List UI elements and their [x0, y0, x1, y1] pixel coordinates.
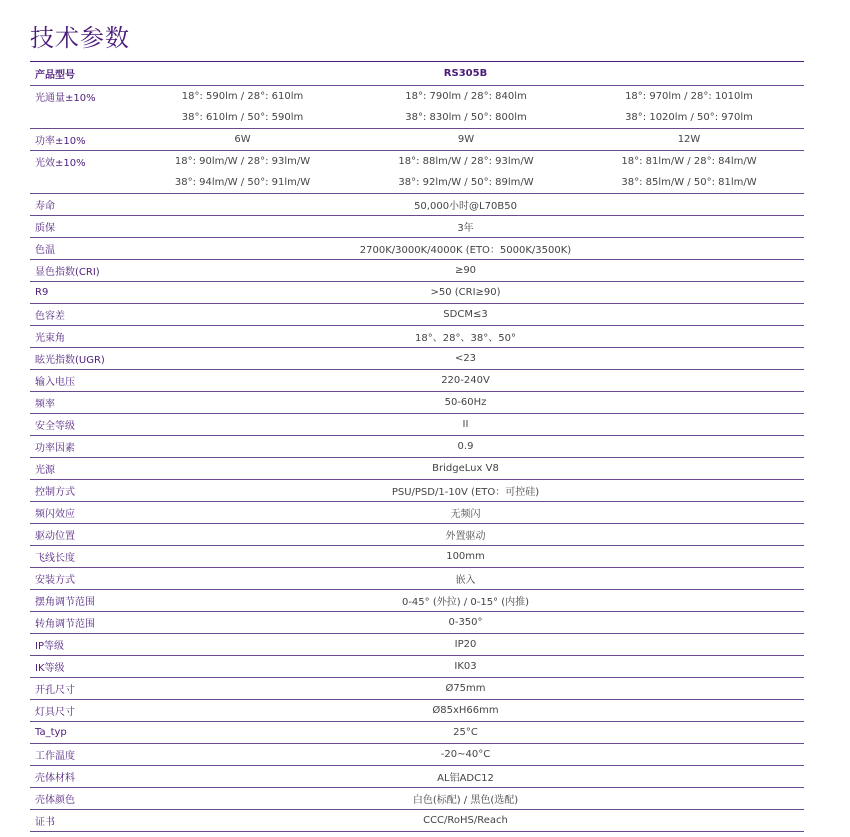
table-row	[30, 524, 804, 546]
row-value: 无频闪	[127, 502, 804, 524]
row-label: IK等级	[30, 656, 127, 678]
row-label: 显色指数(CRI)	[30, 260, 127, 282]
table-row	[30, 172, 804, 194]
row-label: 控制方式	[30, 480, 127, 502]
row-label: 光源	[30, 458, 127, 480]
table-row	[30, 282, 804, 304]
table-row	[30, 392, 804, 414]
row-label: 功率±10%	[30, 129, 127, 151]
row-value: 9W	[358, 129, 574, 151]
table-row	[30, 194, 804, 216]
row-value: 18°、28°、38°、50°	[127, 326, 804, 348]
table-row	[30, 326, 804, 348]
table-row	[30, 260, 804, 282]
header-model: RS305B	[127, 62, 804, 86]
row-value: Ø75mm	[127, 678, 804, 700]
row-value: 18°: 790lm / 28°: 840lm	[358, 86, 574, 108]
page-title: 技术参数	[30, 24, 130, 52]
table-row	[30, 216, 804, 238]
table-row	[30, 436, 804, 458]
table-row	[30, 86, 804, 108]
header-label: 产品型号	[30, 62, 127, 86]
row-value: 0-350°	[127, 612, 804, 634]
row-label: 安装方式	[30, 568, 127, 590]
row-label: 频率	[30, 392, 127, 414]
table-row	[30, 304, 804, 326]
row-value: 0-45° (外拉) / 0-15° (内推)	[127, 590, 804, 612]
row-value: IP20	[127, 634, 804, 656]
row-label: 摆角调节范围	[30, 590, 127, 612]
table-row	[30, 678, 804, 700]
row-value: AL铝ADC12	[127, 766, 804, 788]
row-value: 白色(标配) / 黑色(选配)	[127, 788, 804, 810]
row-label: 飞线长度	[30, 546, 127, 568]
row-value: 0.9	[127, 436, 804, 458]
row-value: IK03	[127, 656, 804, 678]
row-label: Ta_typ	[30, 722, 127, 744]
row-value: 100mm	[127, 546, 804, 568]
row-value: 2700K/3000K/4000K (ETO：5000K/3500K)	[127, 238, 804, 260]
row-value: -20~40°C	[127, 744, 804, 766]
table-row	[30, 480, 804, 502]
row-label: 光通量±10%	[30, 86, 127, 108]
row-value: 18°: 88lm/W / 28°: 93lm/W	[358, 151, 574, 173]
table-row	[30, 129, 804, 151]
row-value: 38°: 94lm/W / 50°: 91lm/W	[174, 177, 311, 188]
row-label: 壳体材料	[30, 766, 127, 788]
row-value: ≥90	[127, 260, 804, 282]
row-label: 输入电压	[30, 370, 127, 392]
row-value: CCC/RoHS/Reach	[127, 810, 804, 832]
table-row	[30, 612, 804, 634]
row-label: 灯具尺寸	[30, 700, 127, 722]
row-label: 转角调节范围	[30, 612, 127, 634]
row-label: 开孔尺寸	[30, 678, 127, 700]
table-row	[30, 700, 804, 722]
spec-table	[30, 61, 804, 832]
row-label: 频闪效应	[30, 502, 127, 524]
table-row	[30, 722, 804, 744]
row-value: 50,000小时@L70B50	[127, 194, 804, 216]
table-row	[30, 348, 804, 370]
row-label: 功率因素	[30, 436, 127, 458]
row-value: 18°: 590lm / 28°: 610lm	[127, 86, 358, 108]
table-row	[30, 766, 804, 788]
row-value: PSU/PSD/1-10V (ETO：可控硅)	[127, 480, 804, 502]
row-value: 3年	[127, 216, 804, 238]
row-value: 50-60Hz	[127, 392, 804, 414]
table-row	[30, 370, 804, 392]
table-row	[30, 634, 804, 656]
row-value: 18°: 970lm / 28°: 1010lm	[574, 86, 804, 108]
row-label: IP等级	[30, 634, 127, 656]
table-header-row	[30, 62, 804, 86]
row-label	[30, 107, 127, 129]
row-label: 色容差	[30, 304, 127, 326]
table-row	[30, 656, 804, 678]
row-value: 220-240V	[127, 370, 804, 392]
table-row	[30, 810, 804, 832]
row-label: 安全等级	[30, 414, 127, 436]
table-row	[30, 414, 804, 436]
row-label: 壳体颜色	[30, 788, 127, 810]
table-row	[30, 546, 804, 568]
row-value: SDCM≤3	[127, 304, 804, 326]
row-value: 38°: 610lm / 50°: 590lm	[181, 112, 304, 123]
row-value: 18°: 81lm/W / 28°: 84lm/W	[574, 151, 804, 173]
row-label: 证书	[30, 810, 127, 832]
row-value: II	[127, 414, 804, 436]
row-value: 38°: 1020lm / 50°: 970lm	[625, 112, 753, 123]
table-row	[30, 238, 804, 260]
table-row	[30, 458, 804, 480]
row-value: 38°: 85lm/W / 50°: 81lm/W	[621, 177, 757, 188]
row-label: 工作温度	[30, 744, 127, 766]
row-label: 驱动位置	[30, 524, 127, 546]
row-value: 12W	[574, 129, 804, 151]
row-label: 眩光指数(UGR)	[30, 348, 127, 370]
row-label: 寿命	[30, 194, 127, 216]
row-value: 6W	[127, 129, 358, 151]
table-row	[30, 744, 804, 766]
row-value: <23	[127, 348, 804, 370]
table-row	[30, 568, 804, 590]
row-label: 色温	[30, 238, 127, 260]
table-row	[30, 107, 804, 129]
row-value: 嵌入	[127, 568, 804, 590]
row-value: 25°C	[127, 722, 804, 744]
row-label	[30, 172, 127, 194]
table-row	[30, 151, 804, 173]
table-row	[30, 788, 804, 810]
table-row	[30, 502, 804, 524]
row-label: 光效±10%	[30, 151, 127, 173]
row-value: BridgeLux V8	[127, 458, 804, 480]
row-label: R9	[30, 282, 127, 304]
row-value: 18°: 90lm/W / 28°: 93lm/W	[127, 151, 358, 173]
row-value: >50 (CRI≥90)	[127, 282, 804, 304]
row-label: 光束角	[30, 326, 127, 348]
row-value: 38°: 830lm / 50°: 800lm	[405, 112, 527, 123]
table-row	[30, 590, 804, 612]
row-value: Ø85xH66mm	[127, 700, 804, 722]
row-label: 质保	[30, 216, 127, 238]
row-value: 38°: 92lm/W / 50°: 89lm/W	[398, 177, 534, 188]
row-value: 外置驱动	[127, 524, 804, 546]
